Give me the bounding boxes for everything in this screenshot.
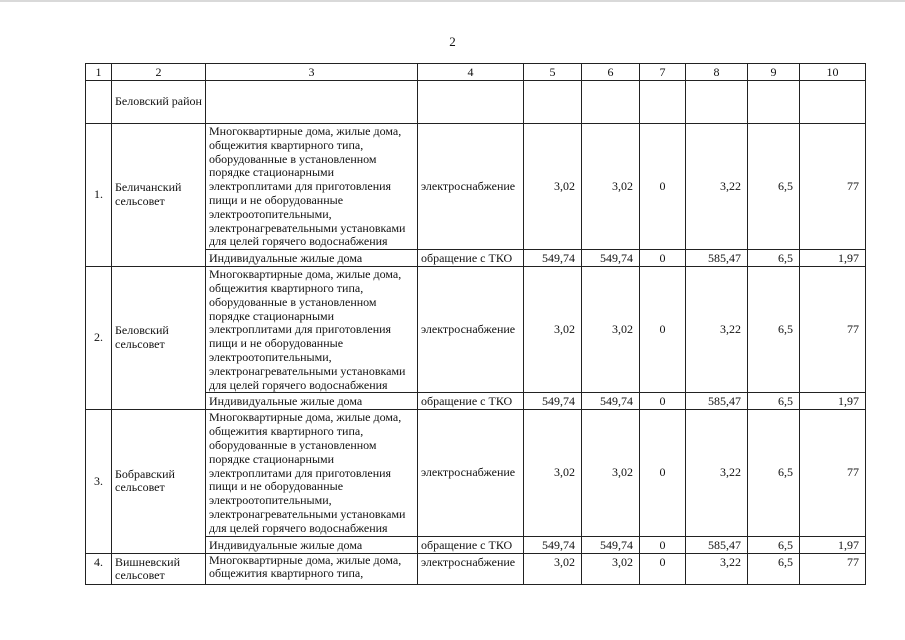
value-col-9: 6,5 — [748, 267, 800, 393]
category-line: общежития квартирного типа, — [209, 280, 364, 295]
column-header: 4 — [418, 64, 524, 81]
table-row — [86, 553, 866, 584]
value-col-6: 3,02 — [582, 267, 640, 393]
value-col-7: 0 — [640, 124, 686, 250]
tariff-table — [85, 63, 866, 585]
service-type: обращение с ТКО — [418, 536, 524, 553]
value-col-10: 1,97 — [800, 393, 866, 410]
category-line: электроплитами для приготовления — [209, 179, 392, 194]
value-col-5: 3,02 — [524, 410, 582, 536]
category-line: электронагревательными установками — [209, 220, 406, 235]
category-line: для целей горячего водоснабжения — [209, 520, 388, 535]
settlement-name: Беличанский сельсовет — [112, 124, 206, 267]
empty-cell — [206, 81, 418, 124]
column-header: 6 — [582, 64, 640, 81]
value-col-8: 585,47 — [686, 250, 748, 267]
category-line: Индивидуальные жилые дома — [209, 251, 363, 266]
column-header: 3 — [206, 64, 418, 81]
value-col-10: 77 — [800, 553, 866, 584]
category-line: для целей горячего водоснабжения — [209, 234, 388, 249]
category-line: электронагревательными установками — [209, 506, 406, 521]
empty-cell — [582, 81, 640, 124]
category-line: Многоквартирные дома, жилые дома, — [209, 267, 402, 282]
value-col-10: 77 — [800, 124, 866, 250]
category-line: порядке стационарными — [209, 165, 335, 180]
category-line: порядке стационарными — [209, 451, 335, 466]
category-line: общежития квартирного типа, — [209, 566, 364, 581]
row-number: 4. — [86, 553, 112, 584]
service-type: обращение с ТКО — [418, 250, 524, 267]
settlement-name: Бобравский сельсовет — [112, 410, 206, 553]
category-line: пищи и не оборудованные — [209, 336, 344, 351]
scan-edge — [0, 0, 905, 2]
column-header: 1 — [86, 64, 112, 81]
consumer-category — [206, 124, 418, 250]
category-line: электроотопительными, — [209, 206, 332, 221]
value-col-9: 6,5 — [748, 393, 800, 410]
page-number: 2 — [449, 34, 456, 49]
service-type: электроснабжение — [418, 267, 524, 393]
value-col-9: 6,5 — [748, 250, 800, 267]
service-type: обращение с ТКО — [418, 393, 524, 410]
value-col-8: 3,22 — [686, 410, 748, 536]
category-line: оборудованные в установленном — [209, 294, 377, 309]
consumer-category — [206, 536, 418, 553]
service-type: электроснабжение — [418, 410, 524, 536]
category-line: оборудованные в установленном — [209, 151, 377, 166]
value-col-5: 549,74 — [524, 536, 582, 553]
value-col-7: 0 — [640, 267, 686, 393]
category-line: для целей горячего водоснабжения — [209, 377, 388, 392]
value-col-9: 6,5 — [748, 124, 800, 250]
value-col-6: 549,74 — [582, 536, 640, 553]
value-col-10: 77 — [800, 410, 866, 536]
table-row — [86, 267, 866, 393]
value-col-7: 0 — [640, 553, 686, 584]
consumer-category — [206, 250, 418, 267]
value-col-5: 3,02 — [524, 553, 582, 584]
empty-cell — [524, 81, 582, 124]
category-line: общежития квартирного типа, — [209, 424, 364, 439]
value-col-9: 6,5 — [748, 553, 800, 584]
column-header: 2 — [112, 64, 206, 81]
consumer-category — [206, 267, 418, 393]
empty-cell — [86, 81, 112, 124]
category-line: общежития квартирного типа, — [209, 137, 364, 152]
value-col-10: 1,97 — [800, 536, 866, 553]
value-col-5: 549,74 — [524, 393, 582, 410]
column-header: 8 — [686, 64, 748, 81]
settlement-name: Беловский сельсовет — [112, 267, 206, 410]
category-line: электронагревательными установками — [209, 363, 406, 378]
category-line: Многоквартирные дома, жилые дома, — [209, 553, 402, 567]
value-col-10: 77 — [800, 267, 866, 393]
value-col-7: 0 — [640, 393, 686, 410]
table-row — [86, 124, 866, 250]
value-col-7: 0 — [640, 536, 686, 553]
category-line: порядке стационарными — [209, 308, 335, 323]
category-line: пищи и не оборудованные — [209, 479, 344, 494]
empty-cell — [640, 81, 686, 124]
row-number: 1. — [86, 124, 112, 267]
category-line: Многоквартирные дома, жилые дома, — [209, 124, 402, 138]
column-header: 9 — [748, 64, 800, 81]
value-col-6: 549,74 — [582, 393, 640, 410]
column-number-row — [86, 64, 866, 81]
service-type: электроснабжение — [418, 124, 524, 250]
row-number: 3. — [86, 410, 112, 553]
category-line: пищи и не оборудованные — [209, 192, 344, 207]
value-col-8: 585,47 — [686, 536, 748, 553]
value-col-7: 0 — [640, 250, 686, 267]
value-col-8: 3,22 — [686, 124, 748, 250]
value-col-9: 6,5 — [748, 410, 800, 536]
value-col-8: 3,22 — [686, 553, 748, 584]
category-line: Индивидуальные жилые дома — [209, 394, 363, 409]
empty-cell — [686, 81, 748, 124]
table-row — [86, 410, 866, 536]
value-col-6: 549,74 — [582, 250, 640, 267]
empty-cell — [748, 81, 800, 124]
column-header: 5 — [524, 64, 582, 81]
district-name: Беловский район — [112, 81, 206, 124]
consumer-category — [206, 553, 418, 584]
value-col-9: 6,5 — [748, 536, 800, 553]
value-col-6: 3,02 — [582, 553, 640, 584]
value-col-6: 3,02 — [582, 124, 640, 250]
value-col-5: 3,02 — [524, 267, 582, 393]
category-line: Индивидуальные жилые дома — [209, 537, 363, 552]
consumer-category — [206, 393, 418, 410]
category-line: электроотопительными, — [209, 493, 332, 508]
settlement-name: Вишневский сельсовет — [112, 553, 206, 584]
value-col-8: 3,22 — [686, 267, 748, 393]
category-line: электроплитами для приготовления — [209, 322, 392, 337]
column-header: 7 — [640, 64, 686, 81]
category-line: оборудованные в установленном — [209, 437, 377, 452]
column-header: 10 — [800, 64, 866, 81]
district-row — [86, 81, 866, 124]
row-number: 2. — [86, 267, 112, 410]
value-col-8: 585,47 — [686, 393, 748, 410]
category-line: электроплитами для приготовления — [209, 465, 392, 480]
value-col-5: 549,74 — [524, 250, 582, 267]
value-col-6: 3,02 — [582, 410, 640, 536]
value-col-10: 1,97 — [800, 250, 866, 267]
empty-cell — [800, 81, 866, 124]
empty-cell — [418, 81, 524, 124]
consumer-category — [206, 410, 418, 536]
category-line: Многоквартирные дома, жилые дома, — [209, 410, 402, 425]
category-line: электроотопительными, — [209, 349, 332, 364]
value-col-5: 3,02 — [524, 124, 582, 250]
value-col-7: 0 — [640, 410, 686, 536]
service-type: электроснабжение — [418, 553, 524, 584]
